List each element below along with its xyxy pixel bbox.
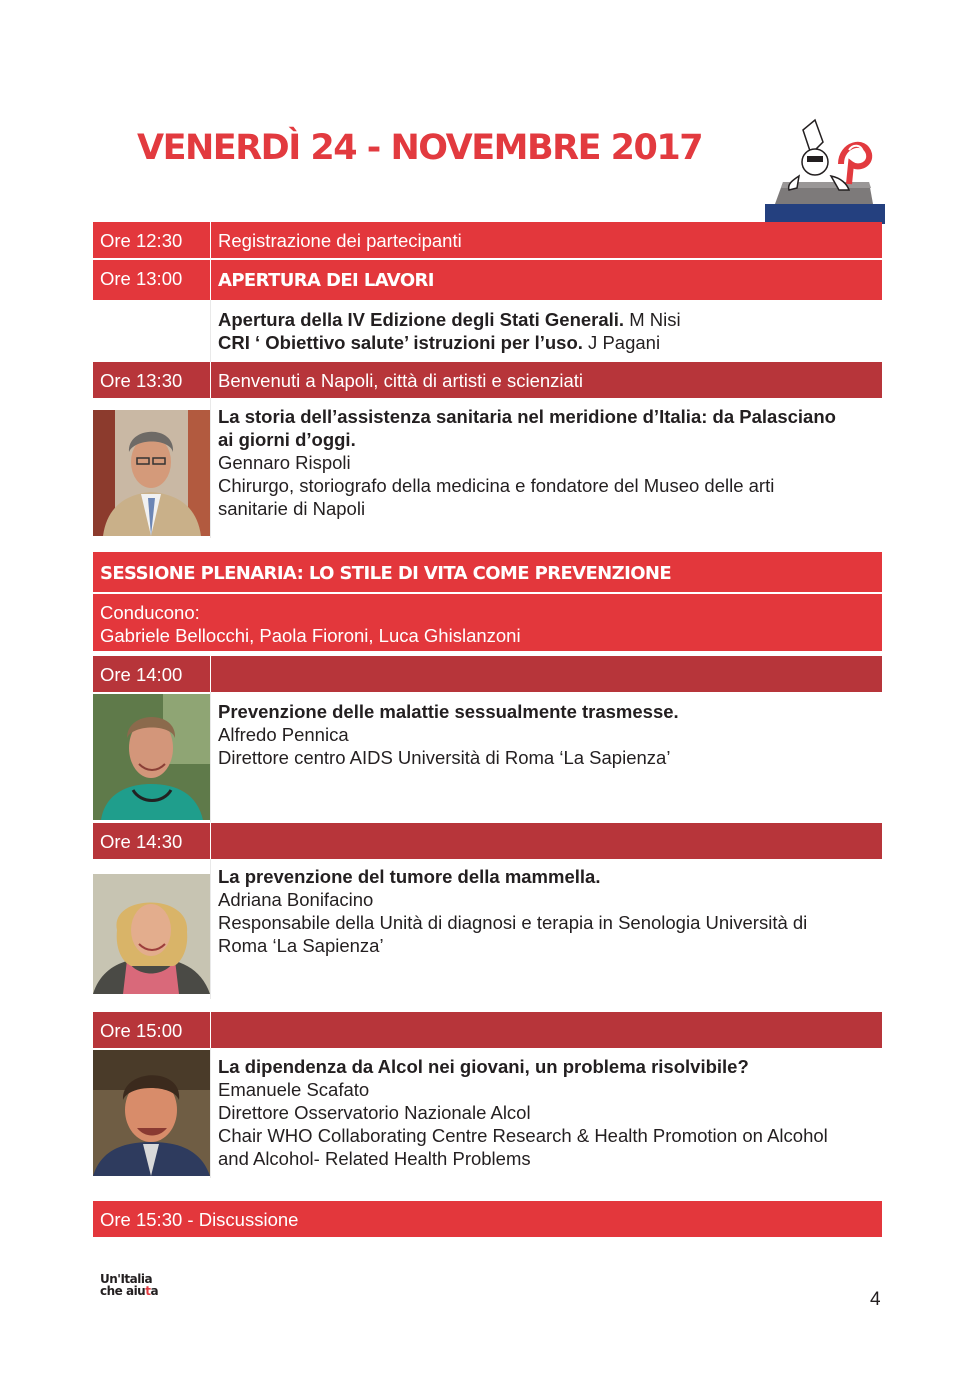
speaker-role-line1: Direttore Osservatorio Nazionale Alcol: [218, 1102, 531, 1123]
footer-logo-line2c: a: [150, 1284, 159, 1298]
session-title: SESSIONE PLENARIA: LO STILE DI VITA COME PREVENZIONE: [100, 563, 672, 584]
speaker-role-line2: Chair WHO Collaborating Centre Research & Health Promotion on Alcohol: [218, 1125, 828, 1146]
footer-logo: [100, 1273, 158, 1297]
time-label: Ore 15:00: [100, 1020, 183, 1041]
page-number: 4: [870, 1289, 881, 1310]
time-label: Ore 13:00: [100, 268, 183, 289]
section-title-apertura: APERTURA DEI LAVORI: [218, 270, 434, 291]
leads-names: Gabriele Bellocchi, Paola Fioroni, Luca Ghislanzoni: [100, 625, 521, 646]
mascot-logo: [763, 118, 885, 224]
speaker-name: Alfredo Pennica: [218, 724, 349, 745]
footer-logo-line1: Un'Italia: [100, 1272, 153, 1286]
talk-rispoli: [218, 405, 878, 520]
opening-block: [218, 308, 878, 354]
schedule-row-1430: [93, 823, 882, 859]
speaker-photo-rispoli: [93, 410, 210, 536]
schedule-row-1300: [93, 260, 882, 300]
row-divider: [210, 362, 211, 398]
opening-line2-bold: CRI ‘ Obiettivo salute’ istruzioni per l’uso.: [218, 332, 583, 353]
opening-line1-speaker: M Nisi: [624, 309, 681, 330]
column-separator: [210, 1048, 211, 1178]
speaker-role-line2: sanitarie di Napoli: [218, 498, 366, 519]
leads-label: Conducono:: [100, 602, 200, 623]
session-banner: [93, 552, 882, 592]
row-divider: [210, 823, 211, 859]
opening-line2-speaker: J Pagani: [582, 332, 661, 353]
schedule-row-1230: [93, 222, 882, 258]
time-label: Ore 14:30: [100, 831, 183, 852]
talk-bonifacino: [218, 865, 878, 957]
speaker-role-line1: Responsabile della Unità di diagnosi e terapia in Senologia Università di: [218, 912, 808, 933]
row-divider: [210, 1012, 211, 1048]
schedule-row-discussion: [93, 1201, 882, 1237]
page-title: VENERDÌ 24 - NOVEMBRE 2017: [137, 128, 703, 168]
talk-title: La dipendenza da Alcol nei giovani, un problema risolvibile?: [218, 1056, 749, 1077]
row-text: Registrazione dei partecipanti: [218, 230, 462, 251]
time-label: Ore 13:30: [100, 370, 183, 391]
speaker-name: Adriana Bonifacino: [218, 889, 374, 910]
talk-title: Prevenzione delle malattie sessualmente trasmesse.: [218, 701, 679, 722]
speaker-role-line3: and Alcohol- Related Health Problems: [218, 1148, 531, 1169]
schedule-row-1400: [93, 656, 882, 692]
footer-logo-accent: t: [145, 1284, 151, 1298]
schedule-row-1500: [93, 1012, 882, 1048]
column-separator: [210, 859, 211, 999]
talk-title-line2: ai giorni d’oggi.: [218, 429, 356, 450]
speaker-photo-scafato: [93, 1050, 210, 1176]
row-divider: [210, 656, 211, 692]
talk-scafato: [218, 1055, 878, 1170]
speaker-role-line1: Chirurgo, storiografo della medicina e fondatore del Museo delle arti: [218, 475, 775, 496]
column-separator: [210, 692, 211, 822]
column-separator: [210, 398, 211, 538]
row-divider: [210, 260, 211, 300]
session-leads: [93, 594, 882, 651]
talk-title-line1: La storia dell’assistenza sanitaria nel meridione d’Italia: da Palasciano: [218, 406, 836, 427]
footer-logo-line2a: che aiu: [100, 1284, 146, 1298]
row-text: Benvenuti a Napoli, città di artisti e scienziati: [218, 370, 584, 391]
column-separator: [210, 300, 211, 362]
speaker-name: Emanuele Scafato: [218, 1079, 370, 1100]
talk-title: La prevenzione del tumore della mammella.: [218, 866, 601, 887]
row-divider: [210, 222, 211, 258]
time-label: Ore 12:30: [100, 230, 183, 251]
speaker-photo-pennica: [93, 694, 210, 820]
speaker-photo-bonifacino: [93, 874, 210, 994]
talk-pennica: [218, 700, 878, 769]
discussion-label: Ore 15:30 - Discussione: [100, 1209, 299, 1230]
speaker-name: Gennaro Rispoli: [218, 452, 351, 473]
speaker-role: Direttore centro AIDS Università di Roma ‘La Sapienza’: [218, 747, 671, 768]
speaker-role-line2: Roma ‘La Sapienza’: [218, 935, 384, 956]
schedule-row-1330: [93, 362, 882, 398]
opening-line1-bold: Apertura della IV Edizione degli Stati Generali.: [218, 309, 625, 330]
time-label: Ore 14:00: [100, 664, 183, 685]
